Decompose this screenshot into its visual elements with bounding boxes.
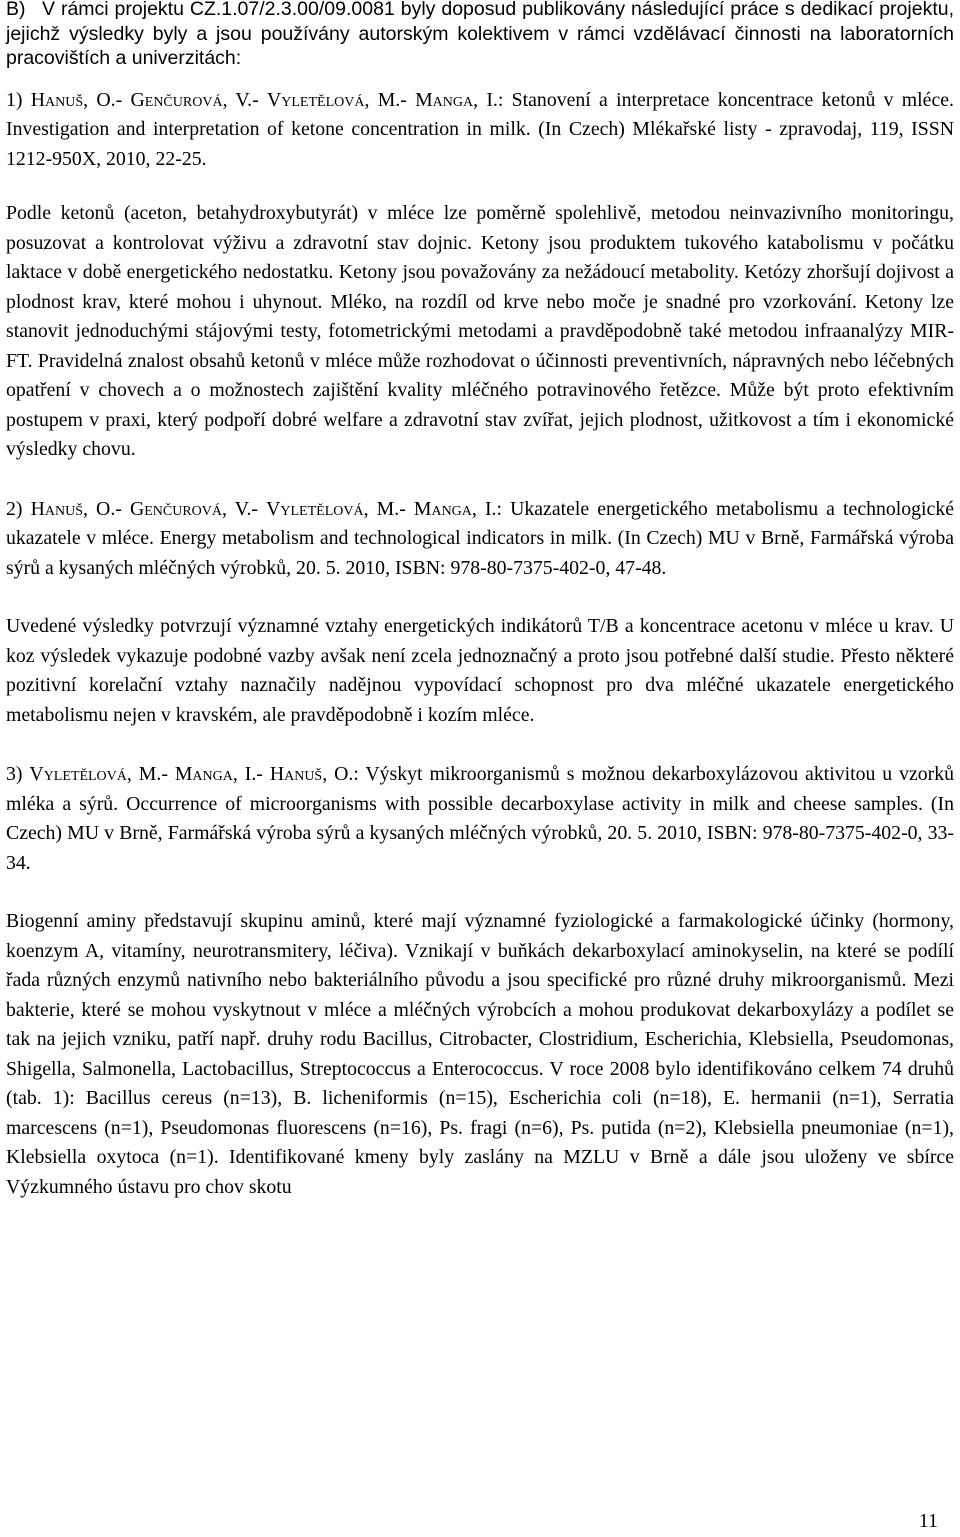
author-surname: Genčurová — [129, 497, 223, 520]
author-surname: Genčurová — [130, 88, 223, 111]
author-surname: Hanuš — [30, 88, 84, 111]
publication-1-abstract: Podle ketonů (aceton, betahydroxybutyrát) v mléce lze poměrně spolehlivě, metodou neinvazivního monitoringu, posuzovat a kontrolovat výživu a zdravotní stav dojnic. Ketony jsou produktem tukového katabolismu v počátku laktace v době energetického nedostatku. Ketony jsou považovány za nežádoucí metabolity. Ketózy zhoršují dojivost a plodnost krav, které mohou i uhynout. Mléko, na rozdíl od krve nebo moče je snadné pro vzorkování. Ketony lze stanovit jednoduchými stájovými testy, fotometrickými metodami a pravděpodobně také metodou infraanalýzy MIR-FT. Pravidelná znalost obsahů ketonů v mléce může rozhodovat o účinnosti preventivních, nápravných nebo léčebných opatření v chovech a o možnostech zajištění kvality mléčného potravinového řetězce. Může být proto efektivním postupem v praxi, který podpoří dobré welfare a zdravotní stav zvířat, jejich plodnost, užitkovost a tím i ekonomické výsledky chovu. — [6, 202, 954, 460]
intro-paragraph — [6, 0, 954, 71]
publication-3-citation: 3) Vyletělová, M.- Manga, I.- Hanuš, O.: Výskyt mikroorganismů s možnou dekarboxylázovou aktivitou u vzorků mléka a sýrů. Occurrence of microorganisms with possible decarboxylase activity in milk and cheese samples. (In Czech) MU v Brně, Farmářská výroba sýrů a kysaných mléčných výrobků, 20. 5. 2010, ISBN: 978-80-7375-402-0, 33-34. — [6, 763, 955, 874]
publication-3-abstract: Biogenní aminy představují skupinu aminů, které mají významné fyziologické a farmakologické účinky (hormony, koenzym A, vitamíny, neurotransmitery, léčiva). Vznikají v buňkách dekarboxylací aminokyselin, na které se podílí řada různých enzymů nativního nebo bakteriálního původu a jsou specifické pro různé druhy mikroorganismů. Mezi bakterie, které se mohou vyskytnout v mléce a mléčných výrobcích a mohou produkovat dekarboxylázy a podílet se tak na jejich vzniku, patří např. druhy rodu Bacillus, Citrobacter, Clostridium, Escherichia, Klebsiella, Pseudomonas, Shigella, Salmonella, Lactobacillus, Streptococcus a Enterococcus. V roce 2008 bylo identifikováno celkem 74 druhů (tab. 1): Bacillus cereus (n=13), B. licheniformis (n=15), Escherichia coli (n=18), E. hermanii (n=1), Serratia marcescens (n=1), Pseudomonas fluorescens (n=16), Ps. fragi (n=6), Ps. putida (n=2), Klebsiella pneumoniae (n=1), Klebsiella oxytoca (n=1). Identifikované kmeny byly zaslány na MZLU v Brně a dále jsou uloženy ve sbírce Výzkumného ústavu pro chov skotu — [6, 910, 954, 1198]
author-surname: Hanuš — [30, 497, 83, 520]
author-initial: M. — [138, 763, 162, 785]
author-surname: Manga — [174, 763, 233, 785]
citation-text: : Výskyt mikroorganismů s možnou dekarboxylázovou aktivitou u vzorků mléka a sýrů. Occurrence of microorganisms with possible decarboxylase activity in milk and cheese samples. (In Czech) MU v Brně, Farmářská výroba sýrů a kysaných mléčných výrobků, 20. 5. 2010, ISBN: 978-80-7375-402-0, 33-34. — [6, 763, 955, 874]
publication-2-abstract: Uvedené výsledky potvrzují významné vztahy energetických indikátorů T/B a koncentrace acetonu v mléce u krav. U koz výsledek vykazuje podobné vazby avšak není zcela jednoznačný a proto jsou potřebné další studie. Přesto některé pozitivní korelační vztahy naznačily nadějnou vypovídací schopnost pro dva mléčné ukazatele energetického metabolismu nejen v kravském, ale pravděpodobně i kozím mléce. — [6, 615, 954, 726]
document-page — [6, 0, 954, 1202]
page-number: 11 — [918, 1510, 938, 1532]
author-surname: Manga — [415, 88, 474, 111]
author-initial: I. — [244, 763, 257, 785]
author-initial: V. — [235, 88, 253, 111]
author-initial: O. — [96, 497, 116, 520]
author-initial: I. — [484, 497, 497, 520]
publication-number: 1) — [6, 88, 23, 111]
author-surname: Vyletělová — [266, 497, 364, 520]
publication-2-citation: 2) Hanuš, O.- Genčurová, V.- Vyletělová, M.- Manga, I.: Ukazatele energetického metabolismu a technologické ukazatele v mléce. Energy metabolism and technological indicators in milk. (In Czech) MU v Brně, Farmářská výroba sýrů a kysaných mléčných výrobků, 20. 5. 2010, ISBN: 978-80-7375-402-0, 47-48. — [6, 497, 955, 579]
author-initial: I. — [486, 88, 498, 111]
author-initial: O. — [334, 763, 354, 785]
author-initial: M. — [377, 88, 401, 111]
publication-number: 3) — [6, 763, 23, 785]
author-initial: O. — [96, 88, 116, 111]
author-surname: Vyletělová — [266, 88, 365, 111]
publication-number: 2) — [6, 497, 23, 520]
author-initial: V. — [234, 497, 252, 520]
author-surname: Manga — [413, 497, 472, 520]
publication-1-citation: 1) Hanuš, O.- Genčurová, V.- Vyletělová, M.- Manga, I.: Stanovení a interpretace koncentrace ketonů v mléce. Investigation and interpretation of ketone concentration in milk. (In Czech) Mlékařské listy - zpravodaj, 119, ISSN 1212-950X, 2010, 22-25. — [6, 88, 954, 170]
citation-text: : Ukazatele energetického metabolismu a technologické ukazatele v mléce. Energy metabolism and technological indicators in milk. (In Czech) MU v Brně, Farmářská výroba sýrů a kysaných mléčných výrobků, 20. 5. 2010, ISBN: 978-80-7375-402-0, 47-48. — [6, 497, 955, 579]
citation-text: : Stanovení a interpretace koncentrace ketonů v mléce. Investigation and interpretation of ketone concentration in milk. (In Czech) Mlékařské listy - zpravodaj, 119, ISSN 1212-950X, 2010, 22-25. — [6, 88, 954, 170]
author-initial: M. — [376, 497, 400, 520]
intro-label: B) — [6, 0, 26, 20]
intro-text: V rámci projektu CZ.1.07/2.3.00/09.0081 byly doposud publikovány následující práce s dedikací projektu, jejichž výsledky byly a jsou používány autorským kolektivem v rámci vzdělávací činnosti na laboratorních pracovištích a univerzitách: — [6, 0, 954, 69]
author-surname: Vyletělová — [29, 763, 127, 785]
author-surname: Hanuš — [269, 763, 323, 785]
